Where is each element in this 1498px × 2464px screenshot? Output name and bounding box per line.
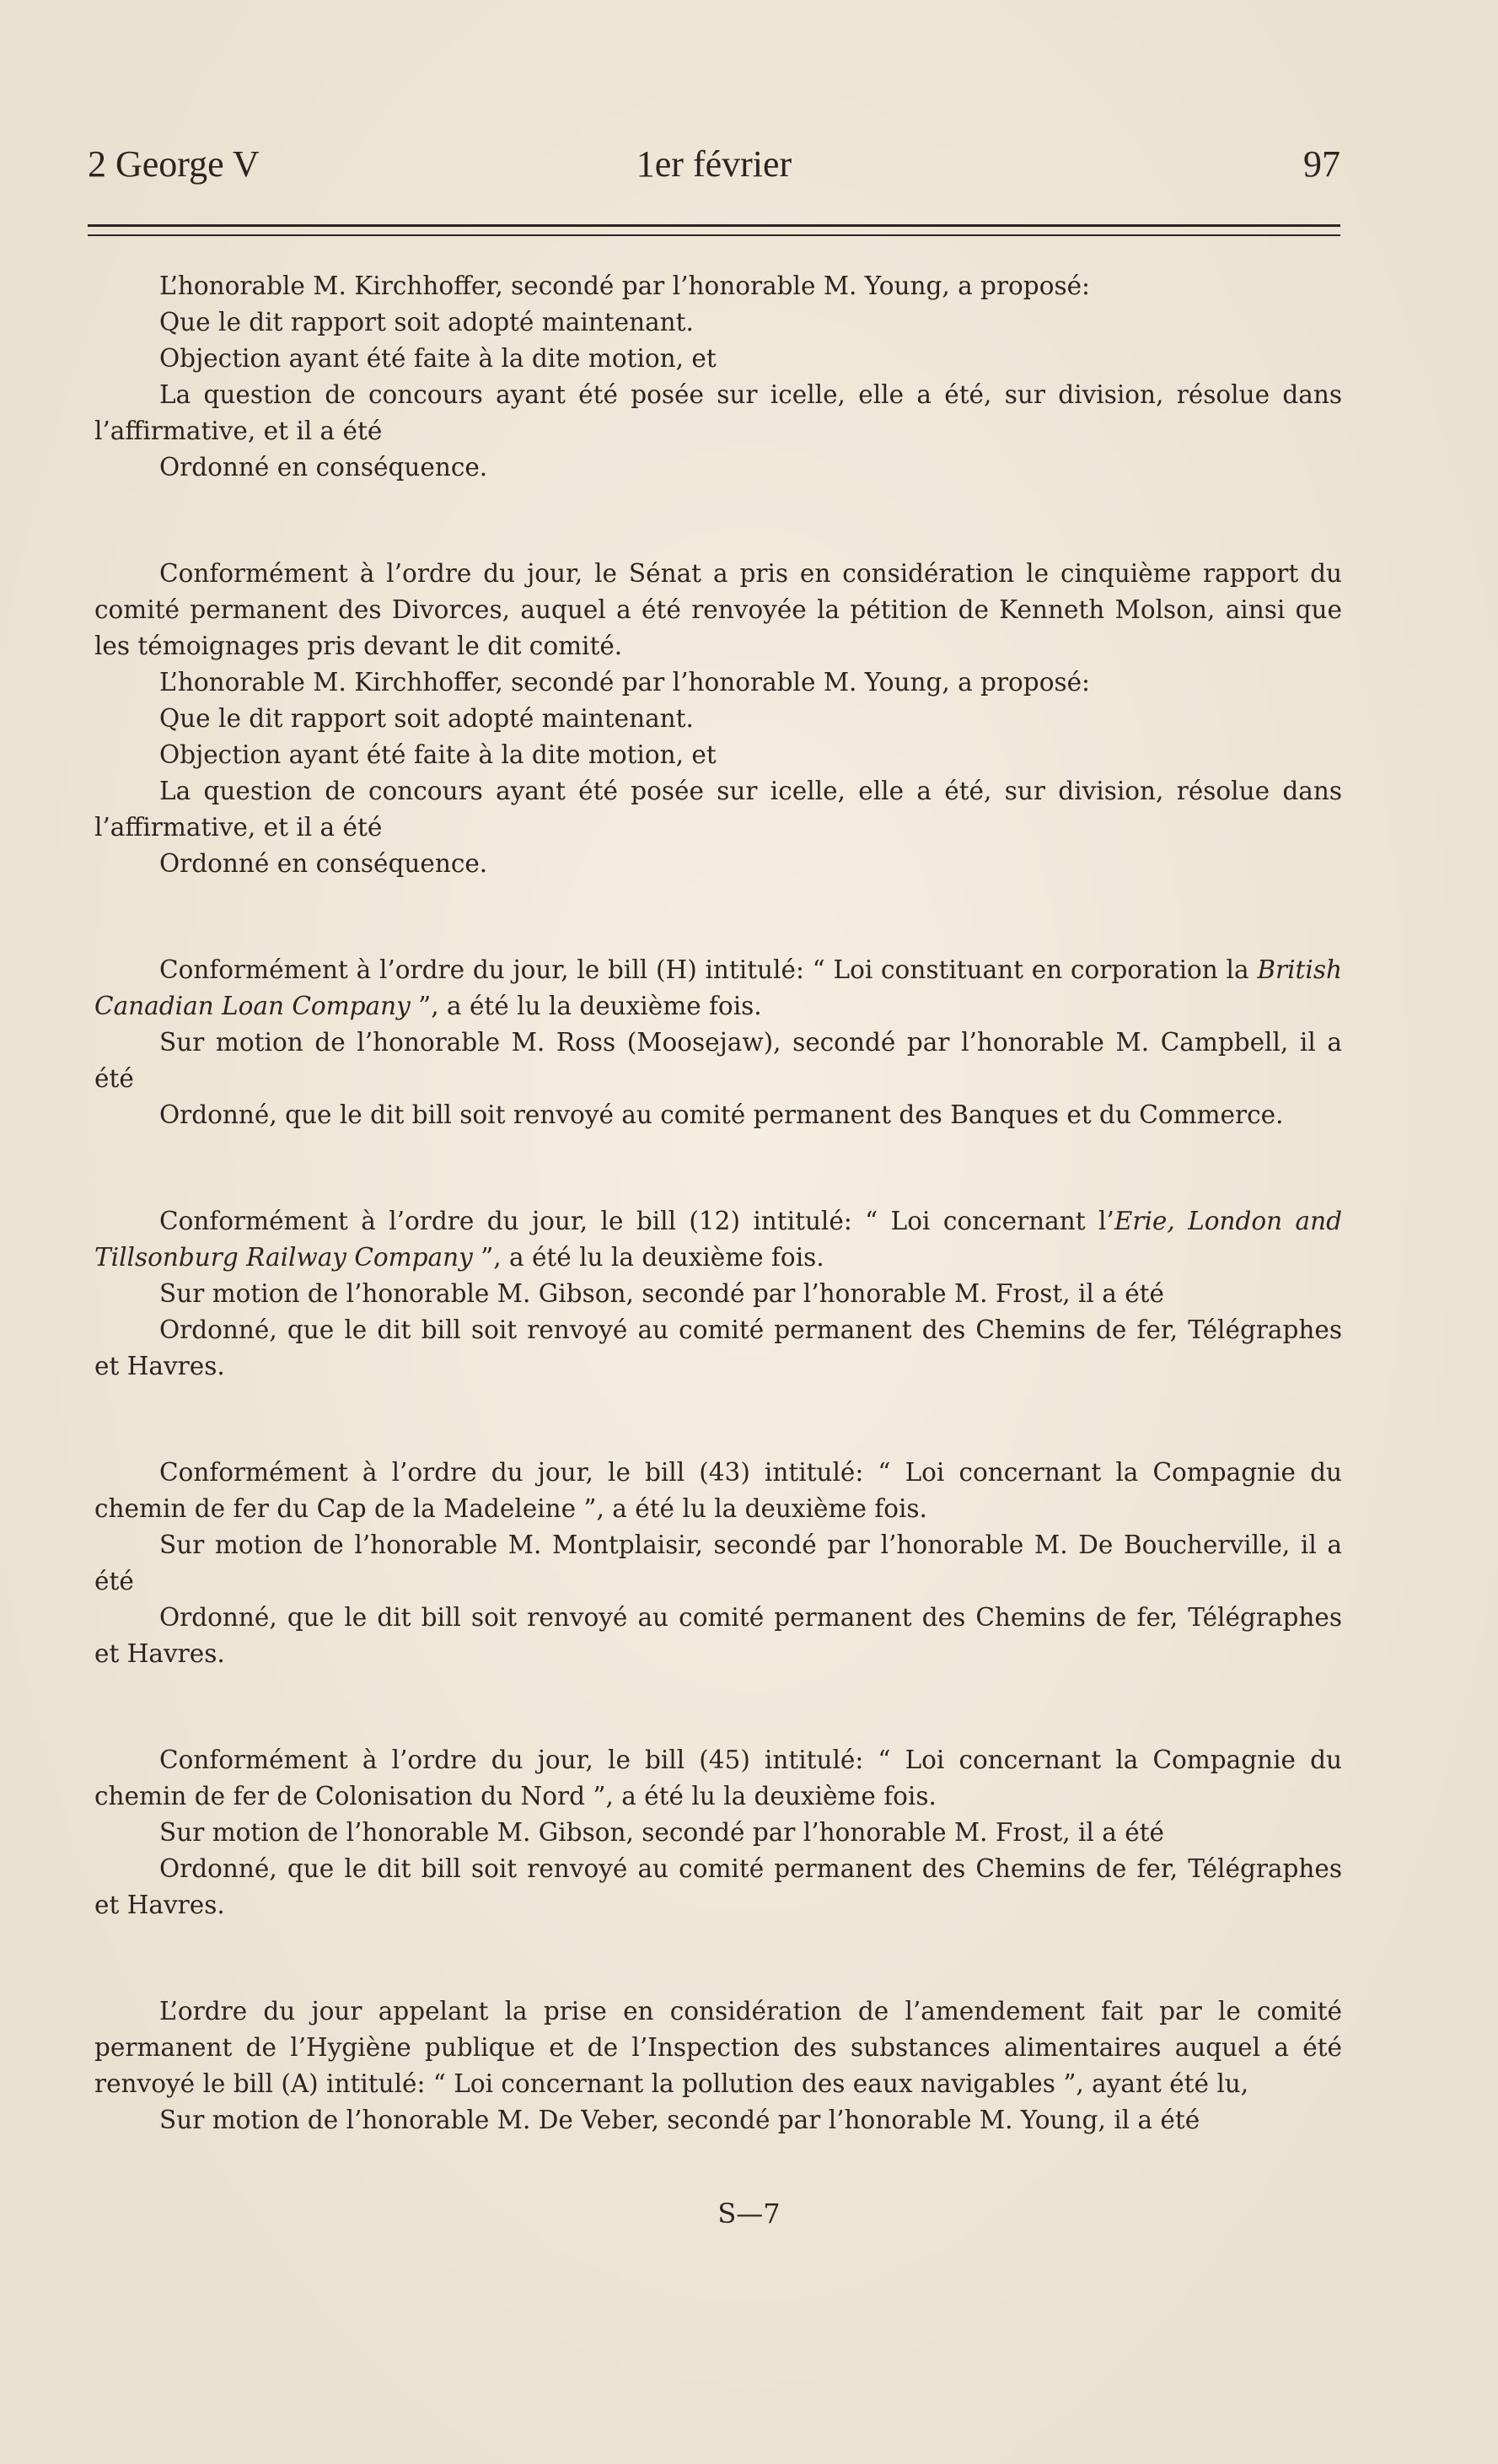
paragraph: L’honorable M. Kirchhoffer, secondé par l’honorable M. Young, a proposé: [159, 272, 1090, 300]
paragraph: Conformément à l’ordre du jour, le bill (43) intitulé: “ Loi concernant la Compagnie du chemin de fer du Cap de la Madeleine ”, a été lu la deuxième fois. [94, 1458, 1342, 1523]
paragraph [94, 1203, 1342, 1276]
paragraph: La question de concours ayant été posée sur icelle, elle a été, sur division, résolue dans l’affirmative, et il a été [94, 777, 1342, 842]
paragraph: Ordonné, que le dit bill soit renvoyé au comité permanent des Chemins de fer, Télégraphes et Havres. [94, 1315, 1342, 1380]
paragraph: Sur motion de l’honorable M. Montplaisir, secondé par l’honorable M. De Boucherville, il a été [94, 1531, 1342, 1595]
entry-divorce-report [94, 556, 1342, 882]
paragraph: Que le dit rapport soit adopté maintenant. [159, 308, 694, 336]
entry-bill-h [94, 952, 1342, 1133]
paragraph: Objection ayant été faite à la dite motion, et [159, 740, 717, 769]
text-run: ”, a été lu la deuxième fois. [410, 992, 762, 1020]
paragraph: Conformément à l’ordre du jour, le Sénat a pris en considération le cinquième rapport du comité permanent des Divorces, auquel a été renvoyée la pétition de Kenneth Molson, ainsi que les témoignages pris devant le dit comité. [94, 559, 1342, 660]
text-run: Conformément à l’ordre du jour, le bill (12) intitulé: “ Loi concernant l’ [159, 1207, 1114, 1235]
paragraph: Ordonné, que le dit bill soit renvoyé au comité permanent des Banques et du Commerce. [159, 1100, 1284, 1129]
entry-bill-12 [94, 1203, 1342, 1385]
entry-adoption-report [94, 268, 1342, 486]
paragraph: Que le dit rapport soit adopté maintenant. [159, 704, 694, 733]
text-run: Conformément à l’ordre du jour, le bill (H) intitulé: “ Loi constituant en corporation la [159, 955, 1258, 984]
paragraph: Sur motion de l’honorable M. De Veber, secondé par l’honorable M. Young, il a été [159, 2106, 1200, 2134]
paragraph: Sur motion de l’honorable M. Ross (Moosejaw), secondé par l’honorable M. Campbell, il a été [94, 1028, 1342, 1093]
page-header [88, 139, 1340, 190]
header-rule-thin [88, 234, 1340, 236]
signature-mark: S—7 [717, 2198, 781, 2230]
italic-title: British Canadian Loan Company [94, 955, 1342, 1020]
paragraph: L’honorable M. Kirchhoffer, secondé par l’honorable M. Young, a proposé: [159, 668, 1090, 697]
entry-bill-43 [94, 1455, 1342, 1672]
header-rule-thick [88, 224, 1340, 227]
page-number: 97 [1303, 143, 1340, 185]
text-run: ”, a été lu la deuxième fois. [472, 1243, 824, 1272]
page-body [94, 268, 1342, 2139]
paragraph [94, 952, 1342, 1025]
paragraph: Ordonné, que le dit bill soit renvoyé au comité permanent des Chemins de fer, Télégraphes et Havres. [94, 1854, 1342, 1919]
paragraph: Objection ayant été faite à la dite motion, et [159, 344, 717, 373]
paragraph: Ordonné, que le dit bill soit renvoyé au comité permanent des Chemins de fer, Télégraphes et Havres. [94, 1603, 1342, 1668]
italic-title: Erie, London and Tillsonburg Railway Company [94, 1207, 1343, 1272]
paragraph: Sur motion de l’honorable M. Gibson, secondé par l’honorable M. Frost, il a été [159, 1818, 1164, 1847]
regnal-year: 2 George V [88, 143, 260, 185]
page-date: 1er février [636, 143, 792, 185]
paragraph: Ordonné en conséquence. [159, 453, 488, 482]
paragraph: L’ordre du jour appelant la prise en considération de l’amendement fait par le comité permanent de l’Hygiène publique et de l’Inspection des substances alimentaires auquel a été renvoyé le bill (A) intitulé: “ Loi concernant la pollution des eaux navigables ”, ayant été lu, [94, 1997, 1342, 2098]
paragraph: Sur motion de l’honorable M. Gibson, secondé par l’honorable M. Frost, il a été [159, 1279, 1164, 1308]
paragraph: La question de concours ayant été posée sur icelle, elle a été, sur division, résolue dans l’affirmative, et il a été [94, 380, 1342, 445]
entry-bill-a [94, 1993, 1342, 2139]
paragraph: Conformément à l’ordre du jour, le bill (45) intitulé: “ Loi concernant la Compagnie du chemin de fer de Colonisation du Nord ”, a été lu la deuxième fois. [94, 1746, 1342, 1810]
entry-bill-45 [94, 1742, 1342, 1923]
paragraph: Ordonné en conséquence. [159, 849, 488, 878]
